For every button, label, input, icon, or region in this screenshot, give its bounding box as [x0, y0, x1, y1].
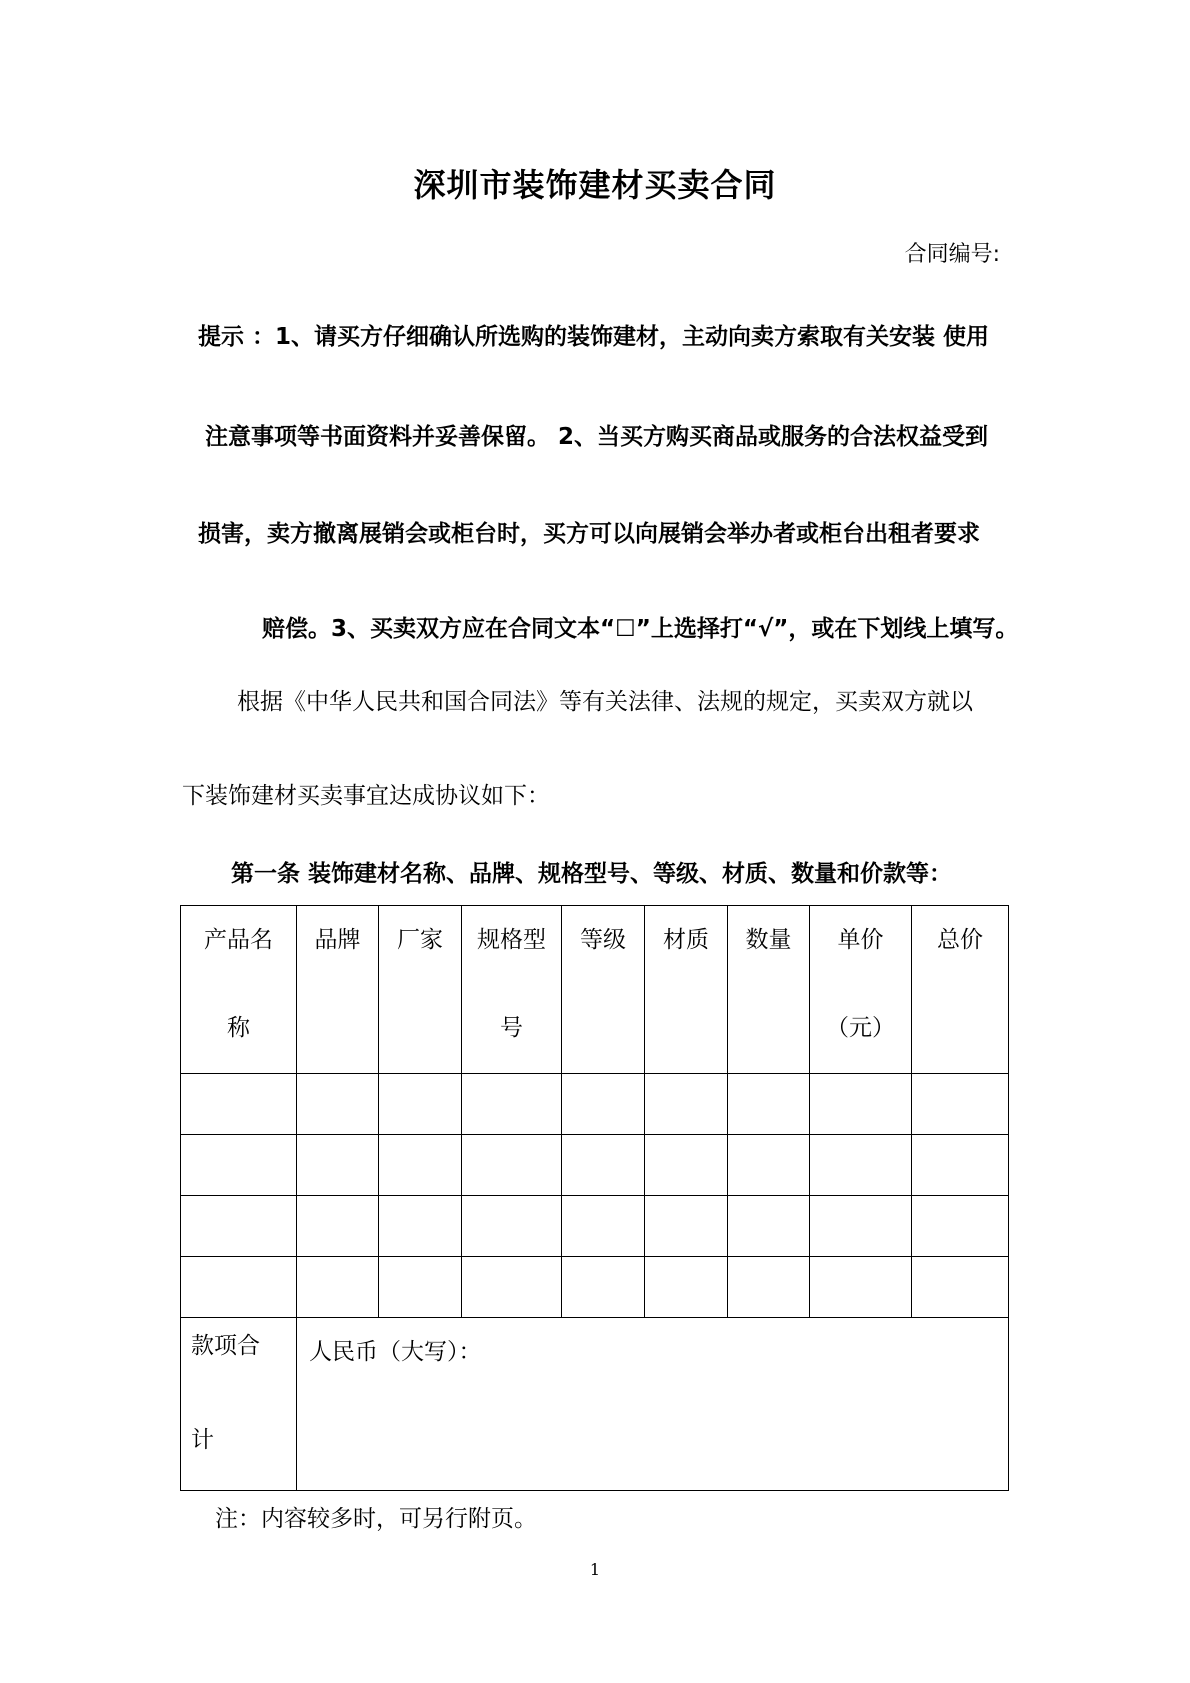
table-cell[interactable]	[297, 1074, 379, 1135]
table-cell[interactable]	[379, 1257, 462, 1318]
table-cell[interactable]	[462, 1257, 562, 1318]
header-quantity: 数量	[728, 906, 810, 1074]
materials-table	[180, 905, 1009, 1491]
header-total-price: 总价	[912, 906, 1009, 1074]
table-cell[interactable]	[645, 1074, 728, 1135]
header-spec-model: 规格型 号	[462, 906, 562, 1074]
header-brand: 品牌	[297, 906, 379, 1074]
table-cell[interactable]	[728, 1135, 810, 1196]
table-cell[interactable]	[462, 1196, 562, 1257]
table-cell[interactable]	[297, 1135, 379, 1196]
table-row	[181, 1074, 1009, 1135]
table-cell[interactable]	[181, 1074, 297, 1135]
table-cell[interactable]	[181, 1196, 297, 1257]
table-row	[181, 1257, 1009, 1318]
table-cell[interactable]	[379, 1196, 462, 1257]
tip-line-1: 提示 ：1、请买方仔细确认所选购的装饰建材，主动向卖方索取有关安装 使用	[198, 324, 990, 350]
table-cell[interactable]	[810, 1257, 912, 1318]
table-cell[interactable]	[562, 1196, 645, 1257]
intro-line-2: 下装饰建材买卖事宜达成协议如下：	[182, 783, 550, 809]
tip-line-3: 损害，卖方撤离展销会或柜台时，买方可以向展销会举办者或柜台出租者要求	[198, 521, 980, 547]
document-title: 深圳市装饰建材买卖合同	[413, 166, 777, 204]
total-label: 款项合 计	[181, 1318, 297, 1491]
table-cell[interactable]	[379, 1135, 462, 1196]
tip-line-4: 赔偿。3、买卖双方应在合同文本“☐”上选择打“√”，或在下划线上填写。	[262, 616, 1019, 642]
table-cell[interactable]	[181, 1135, 297, 1196]
header-grade: 等级	[562, 906, 645, 1074]
table-cell[interactable]	[810, 1074, 912, 1135]
table-cell[interactable]	[912, 1135, 1009, 1196]
header-manufacturer: 厂家	[379, 906, 462, 1074]
table-cell[interactable]	[912, 1196, 1009, 1257]
tip-line-2: 注意事项等书面资料并妥善保留。 2、当买方购买商品或服务的合法权益受到	[205, 424, 989, 450]
table-cell[interactable]	[810, 1196, 912, 1257]
table-cell[interactable]	[645, 1135, 728, 1196]
contract-number-label: 合同编号:	[904, 242, 1000, 267]
table-cell[interactable]	[645, 1257, 728, 1318]
total-row	[181, 1318, 1009, 1491]
table-cell[interactable]	[728, 1074, 810, 1135]
page-number: 1	[589, 1560, 601, 1579]
note-text: 注：内容较多时，可另行附页。	[215, 1506, 537, 1532]
table-cell[interactable]	[462, 1074, 562, 1135]
intro-line-1: 根据《中华人民共和国合同法》等有关法律、法规的规定，买卖双方就以	[237, 689, 973, 715]
table-cell[interactable]	[728, 1196, 810, 1257]
table-cell[interactable]	[562, 1135, 645, 1196]
table-header-row	[181, 906, 1009, 1074]
header-material: 材质	[645, 906, 728, 1074]
table-cell[interactable]	[297, 1196, 379, 1257]
table-cell[interactable]	[562, 1074, 645, 1135]
table-cell[interactable]	[562, 1257, 645, 1318]
table-cell[interactable]	[297, 1257, 379, 1318]
table-cell[interactable]	[728, 1257, 810, 1318]
header-product-name: 产品名 称	[181, 906, 297, 1074]
table-cell[interactable]	[379, 1074, 462, 1135]
table-cell[interactable]	[810, 1135, 912, 1196]
table-cell[interactable]	[645, 1196, 728, 1257]
article-1-heading: 第一条 装饰建材名称、品牌、规格型号、等级、材质、数量和价款等：	[231, 861, 953, 887]
table-cell[interactable]	[912, 1074, 1009, 1135]
header-unit-price: 单价 （元）	[810, 906, 912, 1074]
table-row	[181, 1196, 1009, 1257]
table-cell[interactable]	[912, 1257, 1009, 1318]
total-amount-field[interactable]: 人民币（大写）：	[297, 1318, 1009, 1491]
table-cell[interactable]	[181, 1257, 297, 1318]
table-row	[181, 1135, 1009, 1196]
table-cell[interactable]	[462, 1135, 562, 1196]
